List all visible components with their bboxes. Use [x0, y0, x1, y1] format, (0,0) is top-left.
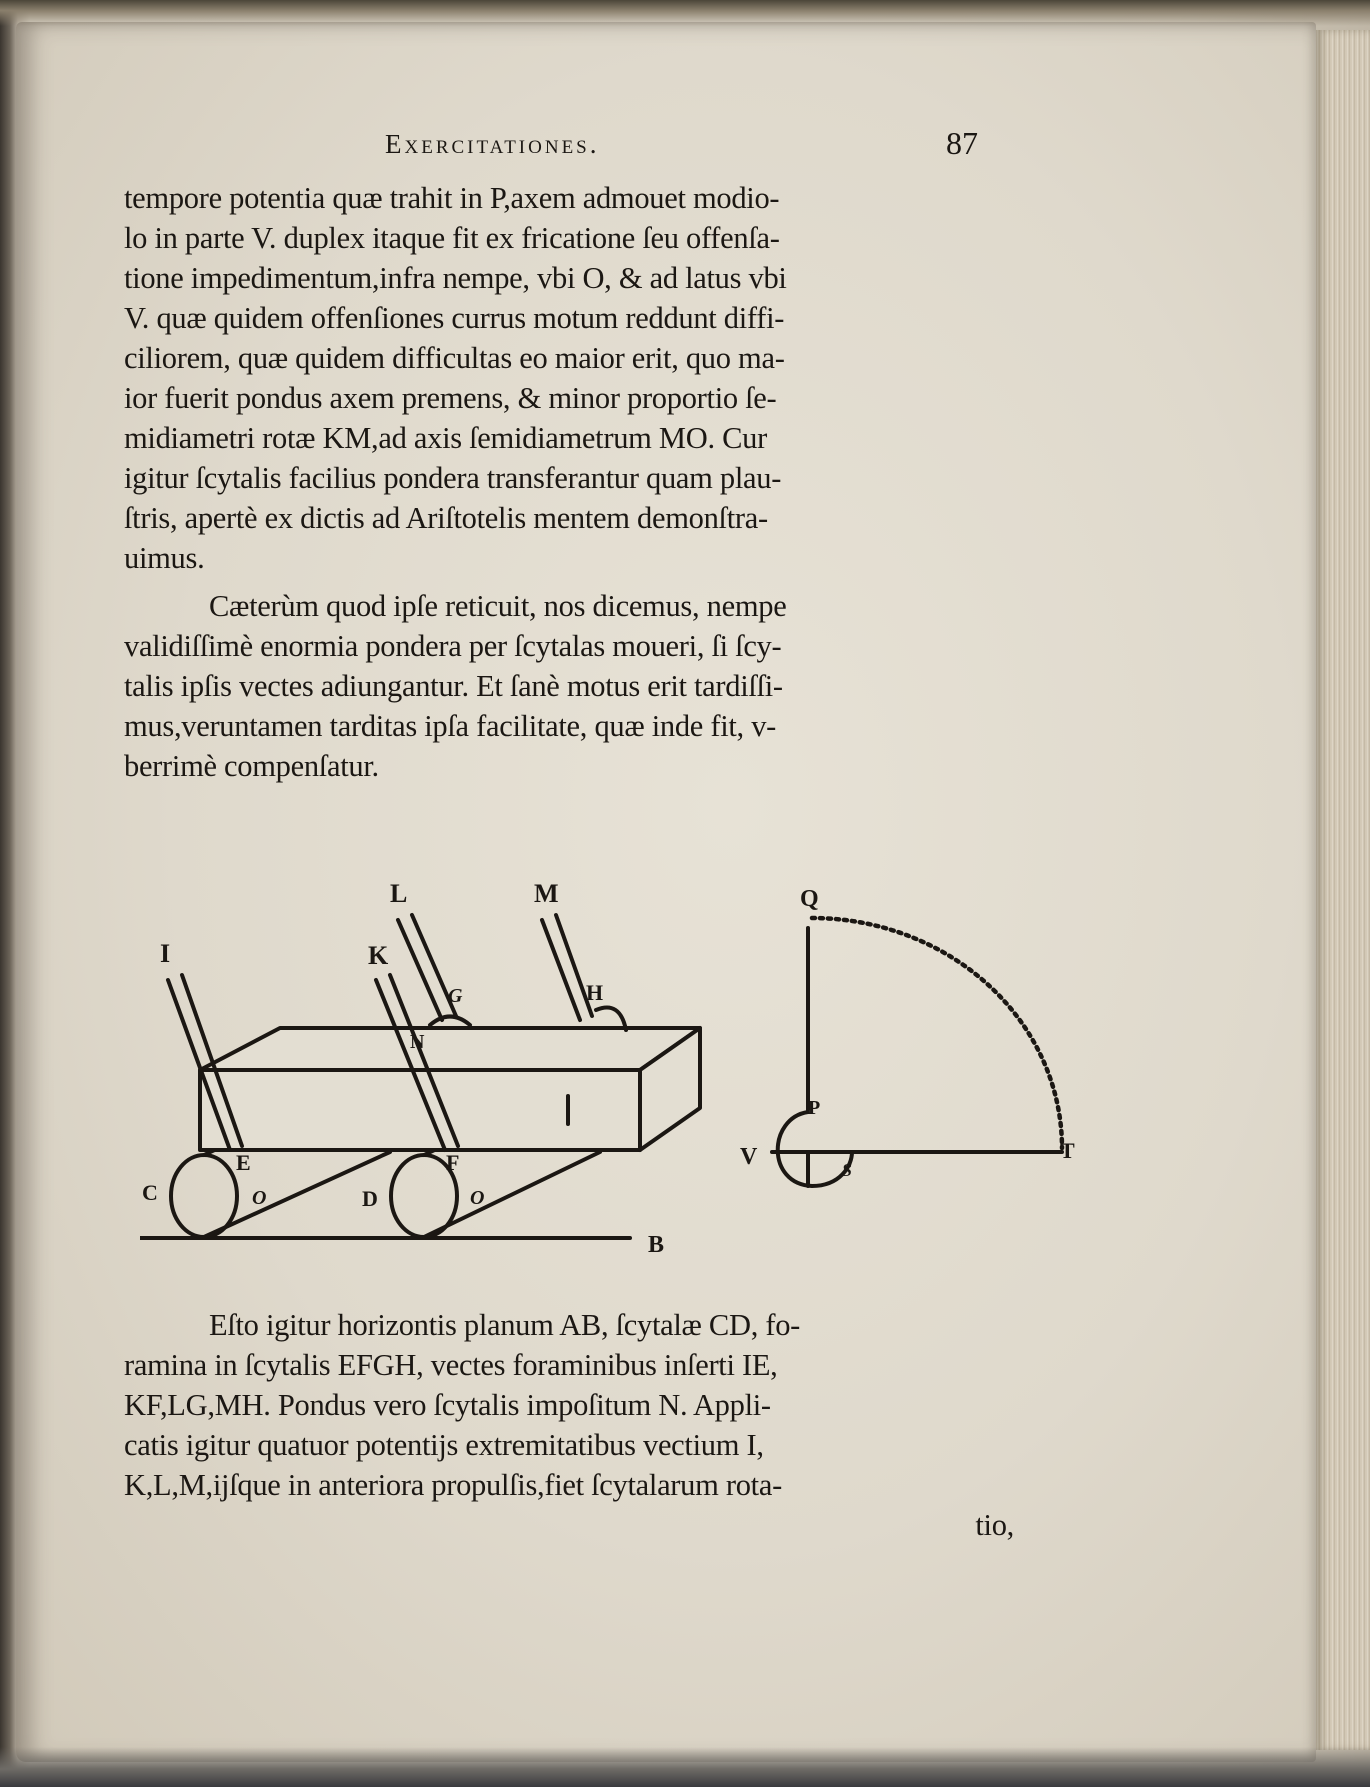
text-line: mus,veruntamen tarditas ipſa facilitate, quæ inde fit, v- — [124, 709, 777, 743]
text-line: catis igitur quatuor potentijs extremitatibus vectium I, — [124, 1428, 764, 1462]
label-o-1: O — [252, 1187, 267, 1209]
label-f: F — [446, 1150, 460, 1175]
label-m: M — [534, 879, 559, 908]
axle-hub — [778, 1112, 852, 1186]
label-c: C — [142, 1180, 158, 1205]
label-h: H — [586, 980, 604, 1005]
label-d: D — [362, 1186, 378, 1211]
lower-text — [124, 1305, 1014, 1545]
running-head — [120, 125, 1000, 165]
label-q: Q — [800, 886, 819, 912]
block-top — [200, 1028, 700, 1070]
quarter-arc — [812, 918, 1062, 1148]
label-k: K — [368, 941, 389, 970]
label-s: S — [842, 1160, 853, 1180]
text-line: lo in parte V. duplex itaque fit ex fricatione ſeu offenſa- — [124, 221, 780, 255]
page-number: 87 — [946, 125, 978, 161]
woodcut-figure — [140, 860, 1100, 1280]
text-line: K,L,M,ijſque in anteriora propulſis,fiet ſcytalarum rota- — [124, 1468, 782, 1502]
text-line: tempore potentia quæ trahit in P,axem admouet modio- — [124, 181, 780, 215]
text-line: ciliorem, quæ quidem difficultas eo maior erit, quo ma- — [124, 341, 785, 375]
text-line: uimus. — [124, 541, 205, 575]
text-line: midiametri rotæ KM,ad axis ſemidiametrum MO. Cur — [124, 421, 767, 455]
block-front — [200, 1070, 640, 1150]
label-l: L — [390, 879, 408, 908]
text-line: igitur ſcytalis facilius pondera transferantur quam plau- — [124, 461, 782, 495]
label-o-2: O — [470, 1187, 485, 1209]
bottom-shadow — [0, 1747, 1370, 1787]
text-line: talis ipſis vectes adiungantur. Et ſanè motus erit tardiſſi- — [124, 669, 783, 703]
text-line: berrimè compenſatur. — [124, 749, 379, 783]
label-g: G — [448, 985, 463, 1007]
text-line: Cæterùm quod ipſe reticuit, nos dicemus, nempe — [209, 589, 787, 623]
top-binding-shadow — [0, 0, 1370, 26]
text-line: tione impedimentum,infra nempe, vbi O, & ad latus vbi — [124, 261, 787, 295]
text-line: validiſſimè enormia pondera per ſcytalas moueri, ſi ſcy- — [124, 629, 782, 663]
label-t: T — [1060, 1138, 1075, 1163]
label-e: E — [236, 1150, 251, 1175]
text-line: Eſto igitur horizontis planum AB, ſcytalæ CD, fo- — [209, 1308, 801, 1342]
text-line: ſtris, apertè ex dictis ad Ariſtotelis mentem demonſtra- — [124, 501, 768, 535]
text-line: tio, — [975, 1508, 1014, 1542]
hole-g — [430, 1017, 470, 1026]
label-n: N — [410, 1031, 425, 1053]
label-i: I — [160, 939, 171, 968]
upper-text — [124, 178, 1014, 786]
label-b: B — [648, 1232, 665, 1258]
page-edges — [1316, 30, 1370, 1750]
paragraph-gap — [124, 578, 1014, 586]
text-line: ior fuerit pondus axem premens, & minor proportio ſe- — [124, 381, 777, 415]
text-line: ramina in ſcytalis EFGH, vectes foraminibus inſerti IE, — [124, 1348, 778, 1382]
label-p: P — [808, 1097, 821, 1119]
running-title: Exercitationes. — [385, 129, 600, 159]
text-line: V. quæ quidem offenſiones currus motum reddunt diffi- — [124, 301, 785, 335]
label-v: V — [740, 1144, 758, 1170]
text-line: KF,LG,MH. Pondus vero ſcytalis impoſitum N. Appli- — [124, 1388, 771, 1422]
